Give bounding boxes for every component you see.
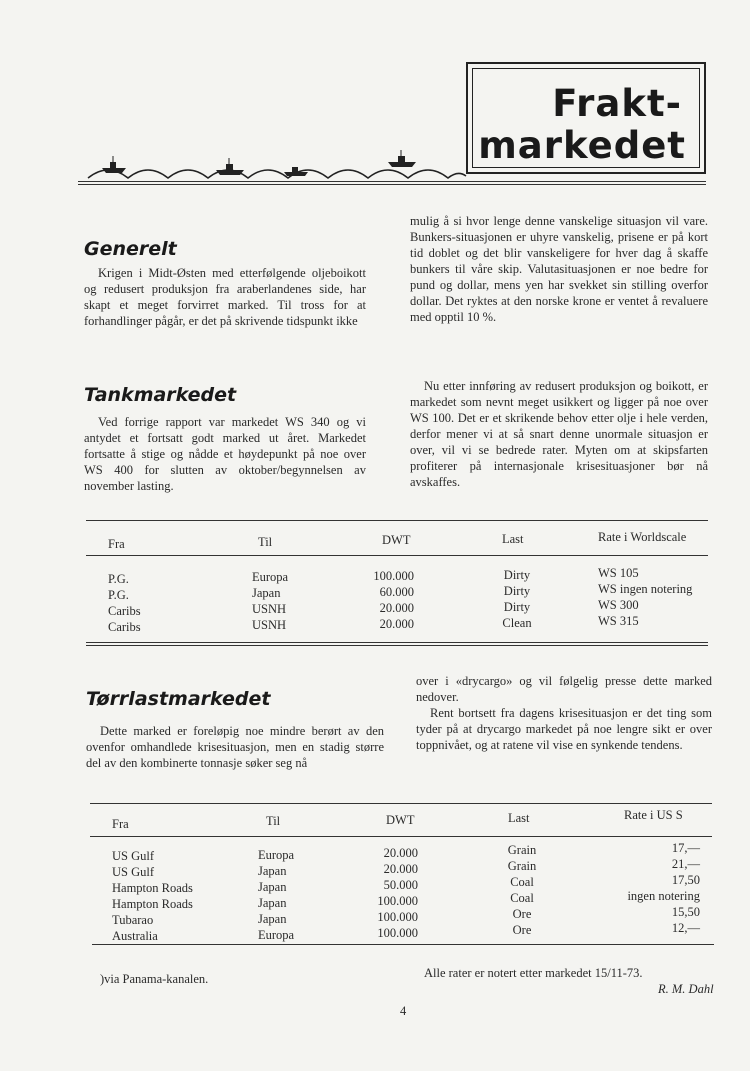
table-cell: 17,50 bbox=[671, 873, 700, 887]
table-cell: Coal bbox=[510, 875, 534, 889]
footnote: )via Panama-kanalen. bbox=[100, 972, 209, 986]
generelt-continued-paragraph: mulig å si hvor lenge denne vanskelige situasjon vil vare. Bunkers-situasjonen er uhyre vanskelig, prisene er på kort tid doblet og det blir vanskeligere for hver dag å skaffe bunkers til våre skip. Valutasituasjonen er noe bedre for pund og dollar, mens yen har svekket sin stilling overfor dollar. Det ryktes at den norske krone er ventet å revaluere med opptil 10 %. bbox=[410, 214, 708, 324]
table-cell: Japan bbox=[258, 896, 287, 910]
table-cell: 100.000 bbox=[373, 569, 414, 583]
header-rule-2 bbox=[78, 184, 706, 185]
dry-table-column-til bbox=[258, 847, 294, 943]
dry-table-header-dwt: DWT bbox=[386, 813, 415, 827]
table-cell: Ore bbox=[512, 907, 532, 921]
table-cell: Dirty bbox=[503, 600, 531, 614]
ship-icon bbox=[284, 167, 308, 176]
table-cell: US Gulf bbox=[112, 865, 155, 879]
table-cell: 20.000 bbox=[379, 601, 414, 615]
dry-table-header-til: Til bbox=[266, 814, 281, 828]
dry-table-column-last bbox=[498, 842, 546, 938]
table-cell: Australia bbox=[112, 929, 158, 943]
dry-table-column-fra bbox=[112, 848, 193, 944]
tank-table-header-rate: Rate i Worldscale bbox=[598, 530, 687, 544]
table-cell: Europa bbox=[258, 848, 295, 862]
torrlast-continued-p1: over i «drycargo» og vil følgelig presse dette marked nedover. bbox=[416, 674, 712, 704]
table-cell: 21,— bbox=[671, 857, 700, 871]
table-cell: 20.000 bbox=[379, 617, 414, 631]
tank-table-column-dwt bbox=[344, 568, 414, 632]
table-cell: Ore bbox=[512, 923, 532, 937]
table-cell: WS ingen notering bbox=[598, 582, 693, 596]
dry-table-column-dwt bbox=[348, 845, 418, 941]
section-heading-torrlastmarkedet: Tørrlastmarkedet bbox=[86, 688, 271, 710]
table-cell: Caribs bbox=[108, 604, 141, 618]
table-cell: Tubarao bbox=[112, 913, 154, 927]
tank-table-header-til: Til bbox=[258, 535, 273, 549]
page-title-line2: markedet bbox=[478, 124, 686, 167]
section-heading-tankmarkedet: Tankmarkedet bbox=[84, 384, 237, 406]
table-cell: Hampton Roads bbox=[112, 897, 193, 911]
rates-note: Alle rater er notert etter markedet 15/11-73. bbox=[424, 966, 643, 980]
waves-ships-illustration bbox=[76, 148, 468, 188]
title-box bbox=[466, 62, 706, 174]
torrlast-paragraph: Dette marked er foreløpig noe mindre berørt av den ovenfor omhandlede krisesituasjon, men en stadig større del av den kombinerte tonnasje søker seg nå bbox=[86, 724, 384, 770]
table-cell: Japan bbox=[258, 912, 287, 926]
table-cell: 15,50 bbox=[671, 905, 700, 919]
table-cell: Caribs bbox=[108, 620, 141, 634]
tank-table-top-rule bbox=[86, 520, 708, 521]
table-cell: Japan bbox=[252, 586, 281, 600]
table-cell: Europa bbox=[252, 570, 289, 584]
ship-icon bbox=[216, 158, 244, 175]
table-cell: ingen notering bbox=[627, 889, 700, 903]
dry-table-bottom-rule bbox=[92, 944, 714, 945]
tank-table-column-til bbox=[252, 569, 288, 633]
table-cell: Japan bbox=[258, 864, 287, 878]
ship-icon bbox=[102, 156, 126, 173]
table-cell: Coal bbox=[510, 891, 534, 905]
table-cell: 100.000 bbox=[377, 926, 418, 940]
generelt-paragraph: Krigen i Midt-Østen med etterfølgende oljeboikott og redusert produksjon fra araberlandenes side, har skapt et meget forvirret marked. Til tross for at forhandlinger pågår, er det på skrivende tidspunkt ikke bbox=[84, 266, 366, 328]
section-heading-generelt: Generelt bbox=[84, 238, 177, 260]
table-cell: US Gulf bbox=[112, 849, 155, 863]
dry-table-top-rule bbox=[90, 803, 712, 804]
table-cell: WS 105 bbox=[598, 566, 639, 580]
torrlast-continued-paragraph bbox=[416, 673, 712, 753]
table-cell: 50.000 bbox=[383, 878, 418, 892]
table-cell: 100.000 bbox=[377, 894, 418, 908]
dry-table-header-fra: Fra bbox=[112, 817, 129, 831]
page-title-line1: Frakt- bbox=[552, 82, 682, 125]
table-cell: Clean bbox=[502, 616, 532, 630]
tank-table-header-dwt: DWT bbox=[382, 533, 411, 547]
table-cell: WS 315 bbox=[598, 614, 639, 628]
dry-table-header-last: Last bbox=[508, 811, 530, 825]
table-cell: Grain bbox=[507, 843, 537, 857]
table-cell: 60.000 bbox=[379, 585, 414, 599]
table-cell: Hampton Roads bbox=[112, 881, 193, 895]
table-cell: WS 300 bbox=[598, 598, 639, 612]
tank-table-column-fra bbox=[108, 571, 141, 635]
ship-icon bbox=[388, 150, 416, 167]
table-cell: USNH bbox=[252, 602, 287, 616]
dry-table-header-rate: Rate i US S bbox=[624, 808, 683, 822]
table-cell: USNH bbox=[252, 618, 287, 632]
dry-table-header-rule bbox=[90, 836, 712, 837]
tank-table-bottom-rule-2 bbox=[86, 645, 708, 646]
tank-table-bottom-rule bbox=[86, 642, 708, 643]
dry-table-column-rate bbox=[604, 840, 700, 936]
tank-table-column-last bbox=[496, 567, 538, 631]
tank-table-header-rule bbox=[86, 555, 708, 556]
table-cell: Japan bbox=[258, 880, 287, 894]
tank-table-header-last: Last bbox=[502, 532, 524, 546]
table-cell: Dirty bbox=[503, 568, 531, 582]
table-cell: P.G. bbox=[108, 572, 129, 586]
torrlast-continued-p2: Rent bortsett fra dagens krisesituasjon er det ting som tyder på at drycargo markedet på noe lengre sikt er over toppnivået, og at ratene vil vise en synkende tendens. bbox=[416, 706, 712, 752]
tankmarkedet-paragraph: Ved forrige rapport var markedet WS 340 og vi antydet et fortsatt godt marked ut året. Markedet fortsatte å stige og nådde et høydepunkt på noe over WS 400 for slutten av oktober/begynnelsen av november lasting. bbox=[84, 415, 366, 493]
table-cell: P.G. bbox=[108, 588, 129, 602]
tankmarkedet-continued-paragraph: Nu etter innføring av redusert produksjon og boikott, er markedet som nevnt meget usikkert og ligger på noe over WS 100. Det er et skrikende behov etter olje i hele verden, derfor mener vi at så snart denne unormale situasjon er over, vil vi se bedrede rater. Myten om at skipsfarten profiterer på internasjonale krisesituasjoner bør nå avskaffes. bbox=[410, 379, 708, 489]
page-number: 4 bbox=[400, 1004, 407, 1018]
tank-table-column-rate bbox=[598, 565, 692, 629]
header-rule bbox=[78, 181, 706, 182]
table-cell: 12,— bbox=[671, 921, 700, 935]
author-signature: R. M. Dahl bbox=[658, 982, 714, 996]
table-cell: Dirty bbox=[503, 584, 531, 598]
table-cell: 17,— bbox=[671, 841, 700, 855]
table-cell: 20.000 bbox=[383, 862, 418, 876]
table-cell: 100.000 bbox=[377, 910, 418, 924]
table-cell: Grain bbox=[507, 859, 537, 873]
table-cell: Europa bbox=[258, 928, 295, 942]
table-cell: 20.000 bbox=[383, 846, 418, 860]
tank-table-header-fra: Fra bbox=[108, 537, 125, 551]
